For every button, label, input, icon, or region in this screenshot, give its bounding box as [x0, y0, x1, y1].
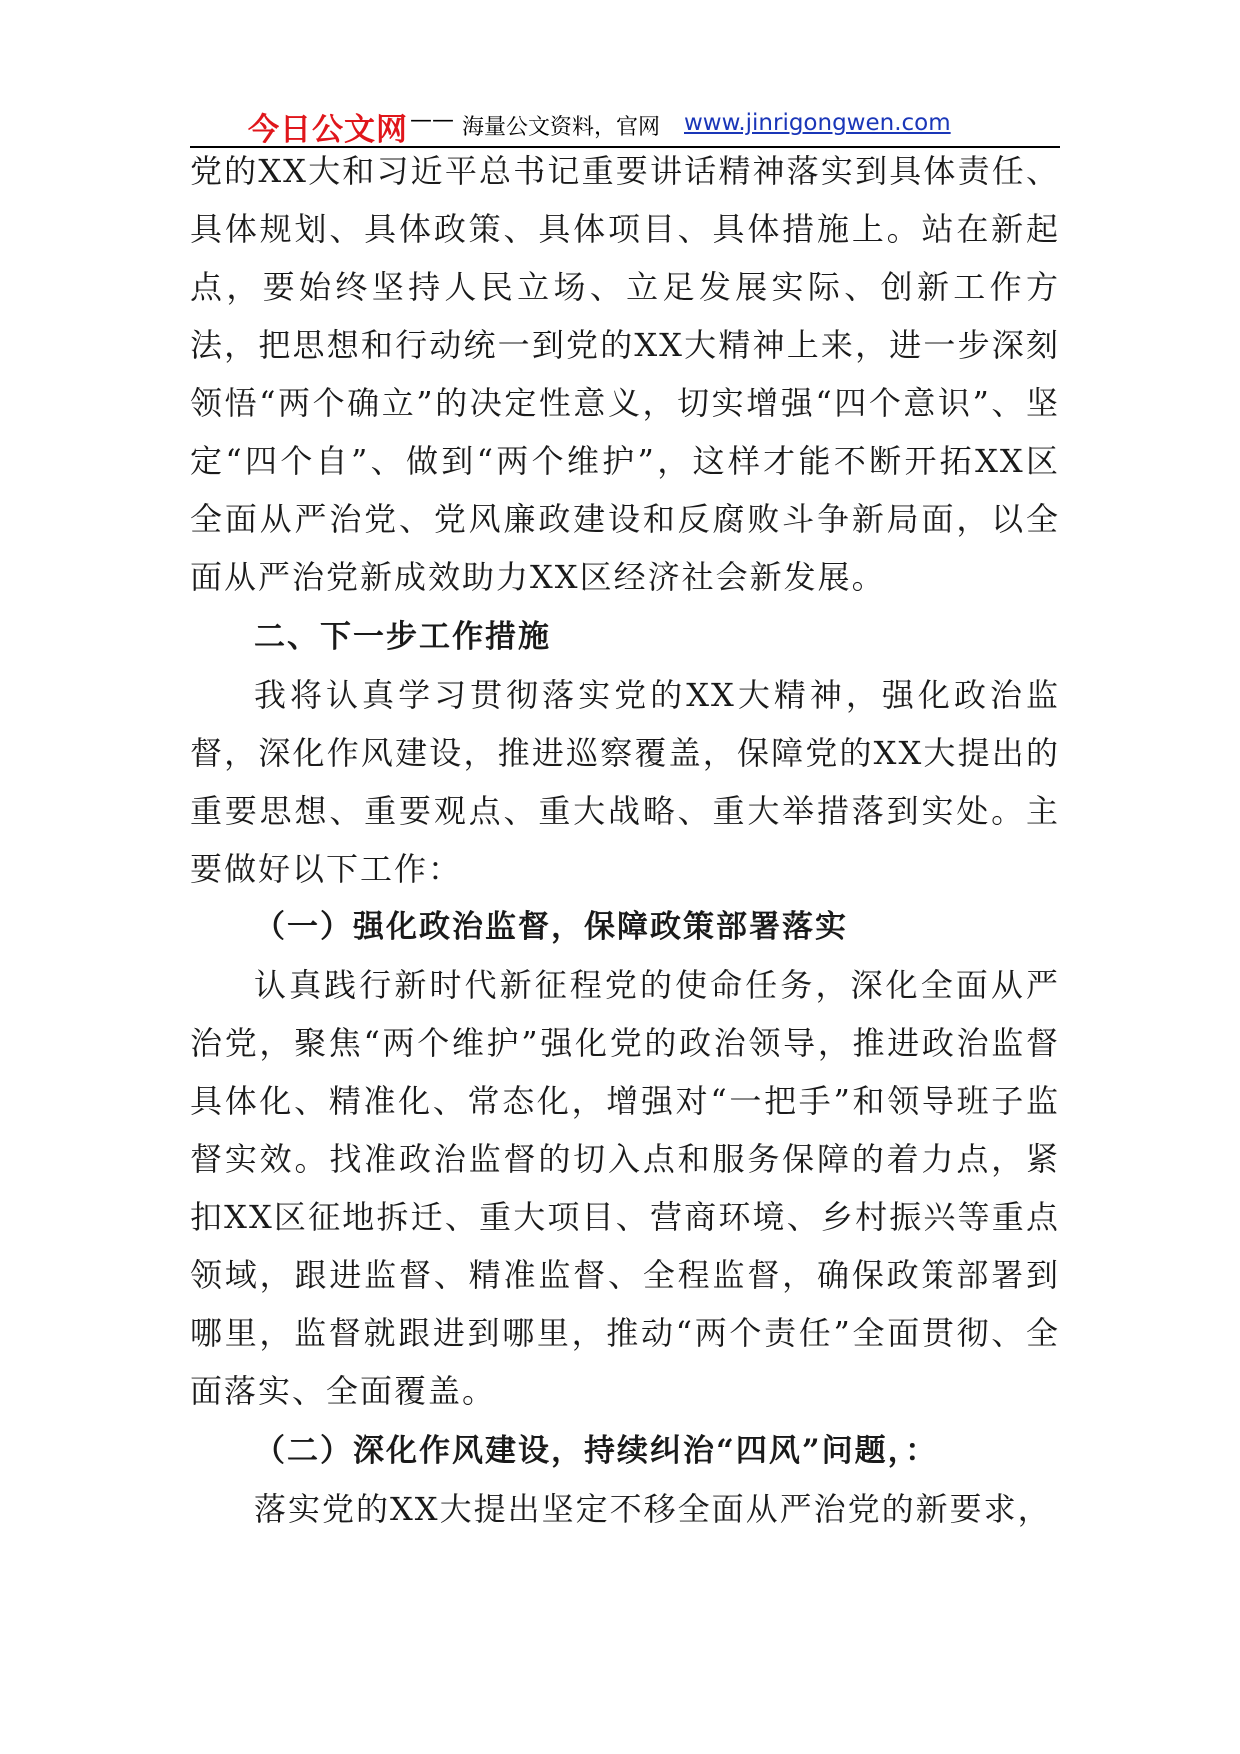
subsection-heading-1: （一）强化政治监督，保障政策部署落实: [254, 909, 848, 945]
section-heading-2: 二、下一步工作措施: [254, 619, 551, 655]
paragraph-political-supervision: 认真践行新时代新征程党的使命任务，深化全面从严治党，聚焦“两个维护”强化党的政治领导，推进政治监督具体化、精准化、常态化，增强对“一把手”和领导班子监督实效。找准政治监督的切入点和服务保障的着力点，紧扣XX区征地拆迁、重大项目、营商环境、乡村振兴等重点领域，跟进监督、精准监督、全程监督，确保政策部署到哪里，监督就跟进到哪里，推动“两个责任”全面贯彻、全面落实、全面覆盖。: [190, 966, 1060, 1410]
paragraph-intro: 我将认真学习贯彻落实党的XX大精神，强化政治监督，深化作风建设，推进巡察覆盖，保障党的XX大提出的重要思想、重要观点、重大战略、重大举措落到实处。主要做好以下工作：: [190, 676, 1060, 888]
header-description: 海量公文资料，官网: [462, 115, 661, 140]
paragraph-continued: 党的XX大和习近平总书记重要讲话精神落实到具体责任、具体规划、具体政策、具体项目、具体措施上。站在新起点，要始终坚持人民立场、立足发展实际、创新工作方法，把思想和行动统一到党的XX大精神上来，进一步深刻领悟“两个确立”的决定性意义，切实增强“四个意识”、坚定“四个自”、做到“两个维护”，这样才能不断开拓XX区全面从严治党、党风廉政建设和反腐败斗争新局面，以全面从严治党新成效助力XX区经济社会新发展。: [190, 152, 1060, 596]
website-link[interactable]: www.jinrigongwen.com: [684, 110, 951, 136]
site-brand: 今日公文网: [248, 112, 408, 148]
paragraph-work-style: 落实党的XX大提出坚定不移全面从严治党的新要求，: [254, 1490, 1052, 1528]
subsection-heading-2: （二）深化作风建设，持续纠治“四风”问题，：: [254, 1433, 939, 1469]
header-dash: ——: [410, 108, 454, 133]
document-body: [190, 142, 1060, 1538]
